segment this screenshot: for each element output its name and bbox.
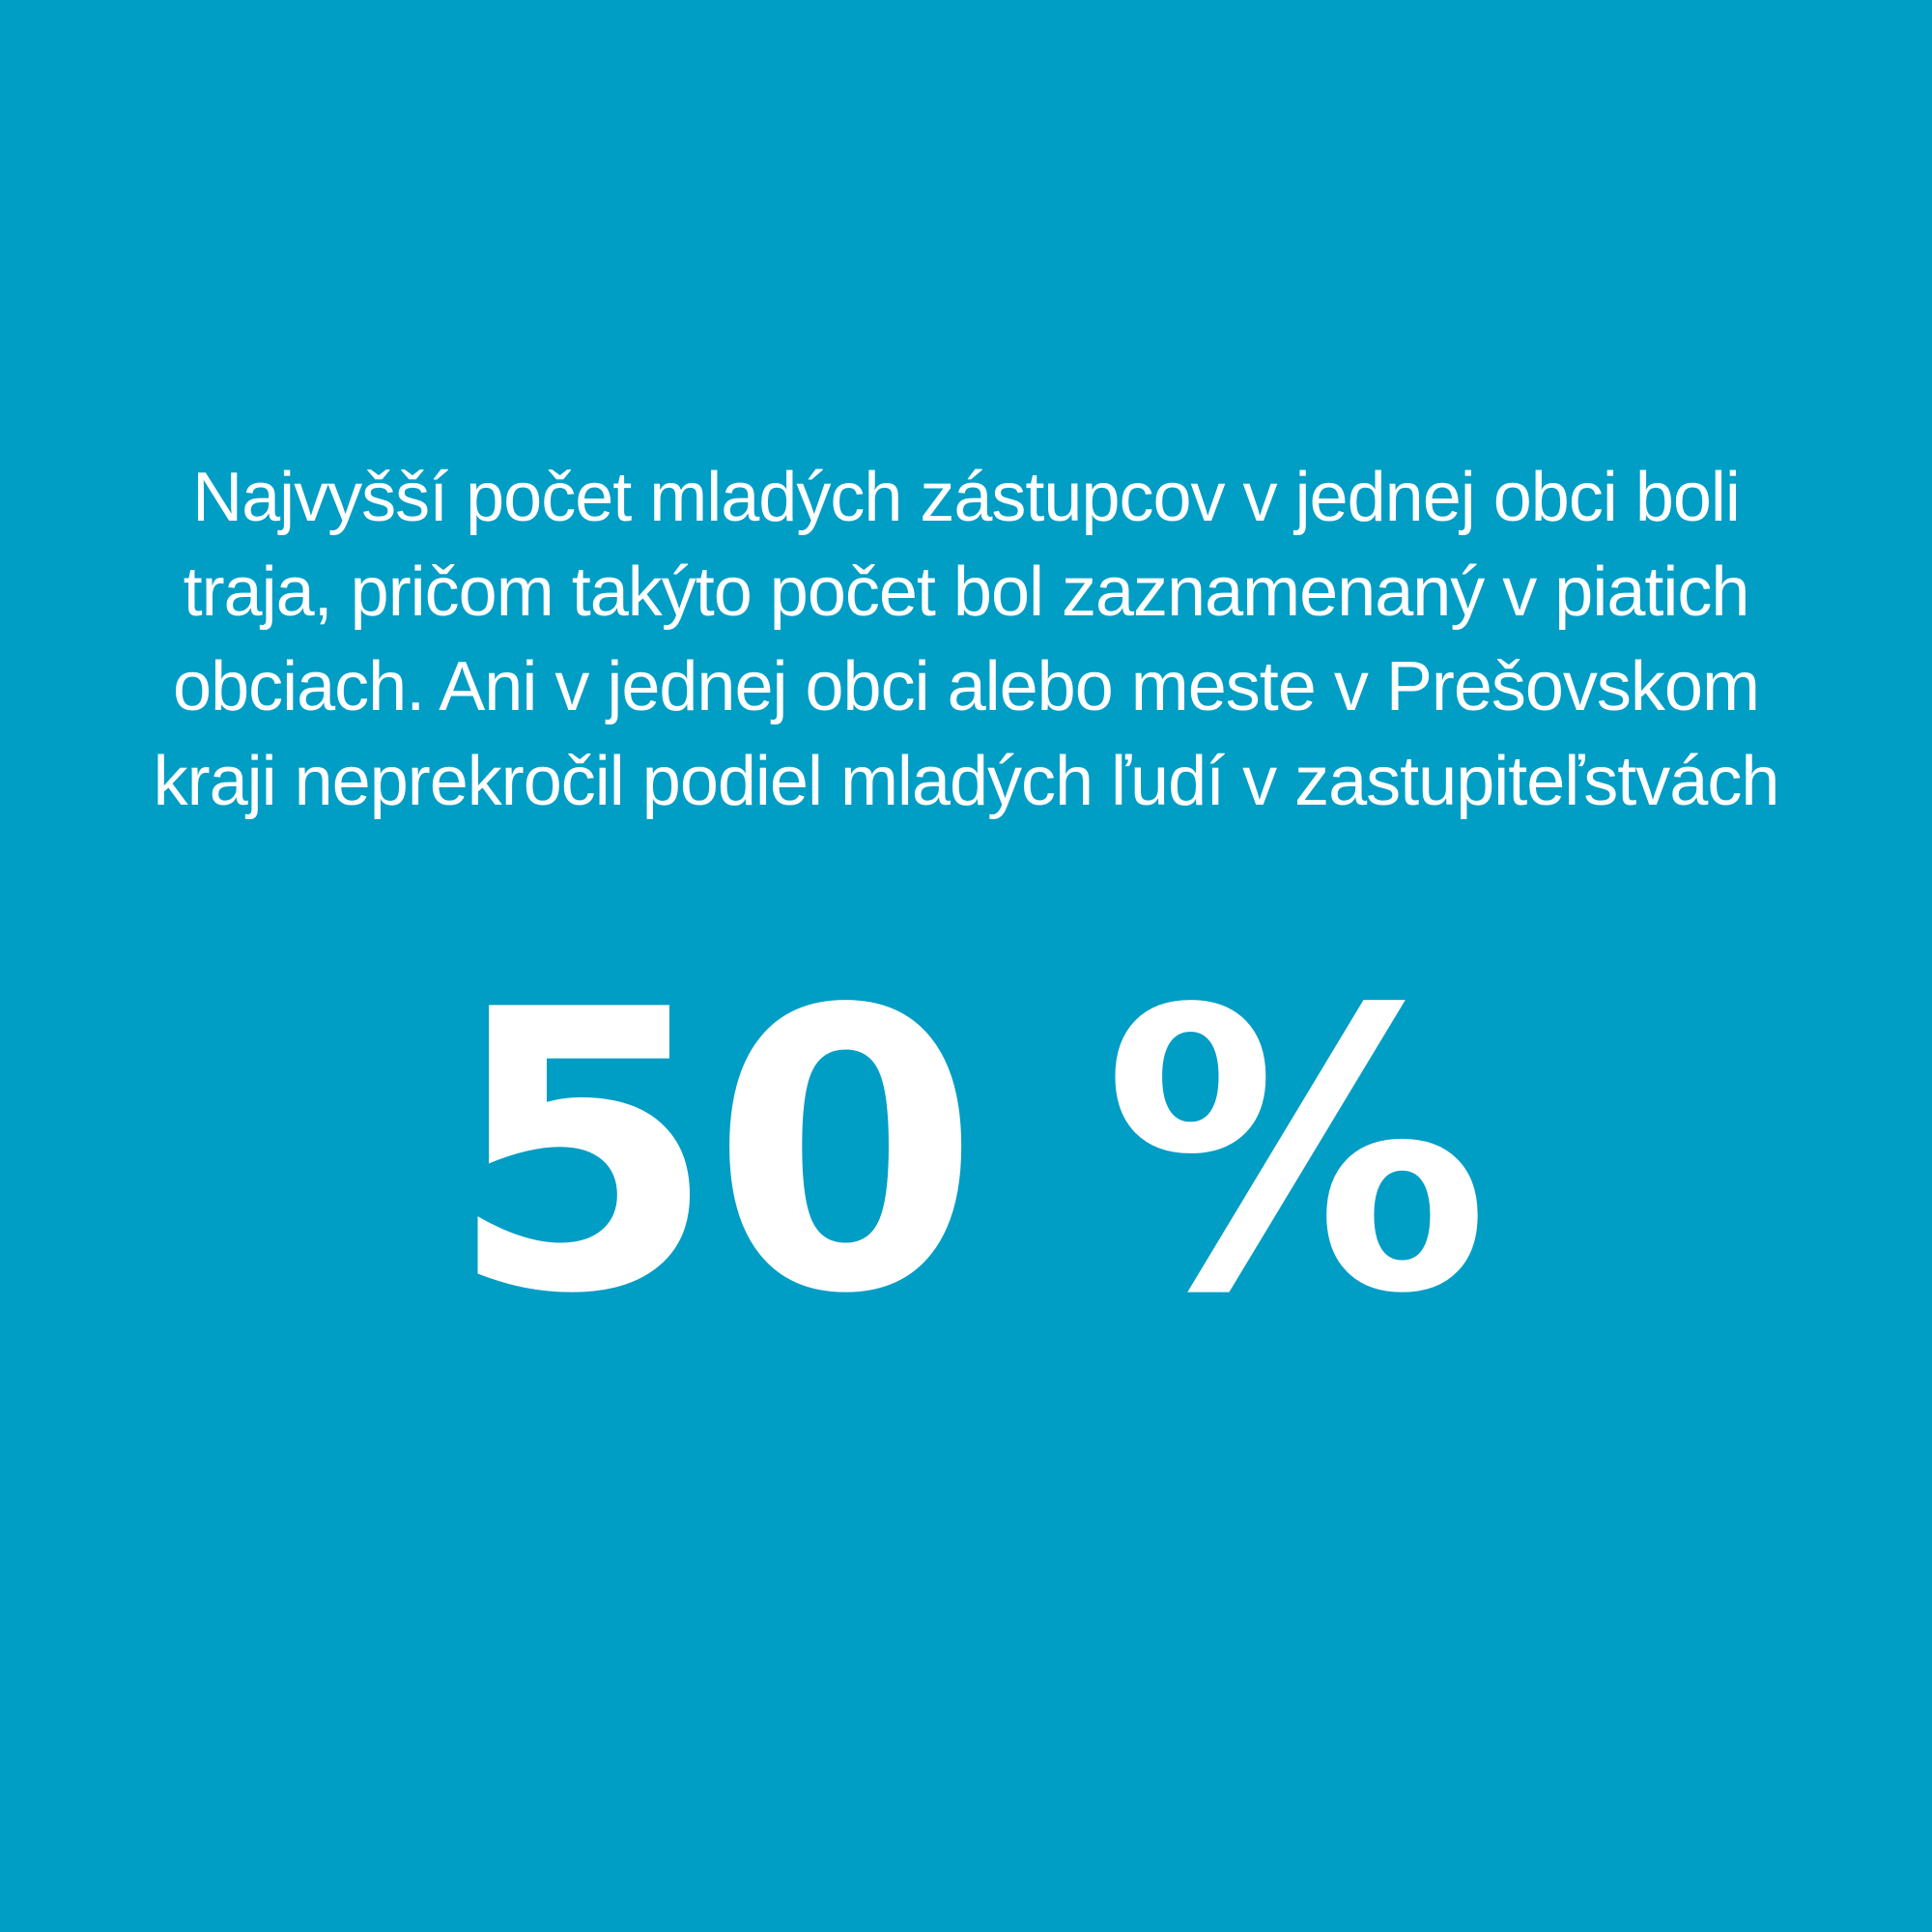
description-line-2: traja, pričom takýto počet bol zaznamenaný v piatich [183, 554, 1749, 631]
description-line-1: Najvyšší počet mladých zástupcov v jednej obci boli [192, 459, 1740, 536]
description-line-4: kraji neprekročil podiel mladých ľudí v zastupiteľstvách [153, 743, 1779, 820]
stat-value: 50 % [447, 929, 1485, 1378]
description-line-3: obciach. Ani v jednej obci alebo meste v Prešovskom [173, 648, 1759, 725]
stat-description [48, 450, 1884, 829]
